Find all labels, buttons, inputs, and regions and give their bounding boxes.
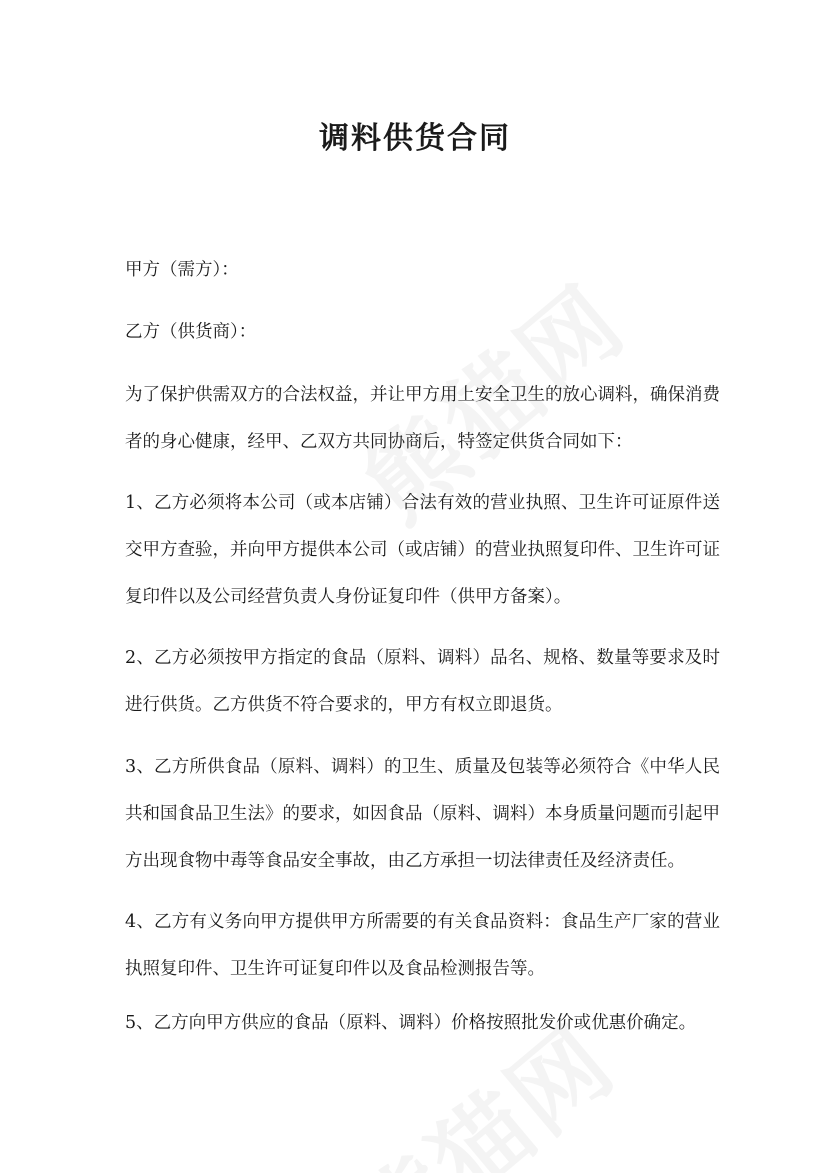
clause-3: 3、乙方所供食品（原料、调料）的卫生、质量及包装等必须符合《中华人民共和国食品卫生法》的要求，如因食品（原料、调料）本身质量问题而引起甲方出现食物中毒等食品安全事故，由乙方承担一切法律责任及经济责任。 — [125, 757, 720, 871]
party-b-line: 乙方（供货商）： — [125, 322, 257, 342]
clause-1: 1、乙方必须将本公司（或本店铺）合法有效的营业执照、卫生许可证原件送交甲方查验，并向甲方提供本公司（或店铺）的营业执照复印件、卫生许可证复印件以及公司经营负责人身份证复印件（供甲方备案）。 — [125, 493, 720, 607]
clause-5: 5、乙方向甲方供应的食品（原料、调料）价格按照批发价或优惠价确定。 — [125, 1013, 697, 1033]
clause-2: 2、乙方必须按甲方指定的食品（原料、调料）品名、规格、数量等要求及时进行供货。乙方供货不符合要求的，甲方有权立即退货。 — [125, 648, 720, 715]
clause-4: 4、乙方有义务向甲方提供甲方所需要的有关食品资料：食品生产厂家的营业执照复印件、卫生许可证复印件以及食品检测报告等。 — [125, 912, 720, 979]
party-a-line: 甲方（需方）： — [125, 260, 239, 280]
intro-paragraph: 为了保护供需双方的合法权益，并让甲方用上安全卫生的放心调料，确保消费者的身心健康，经甲、乙双方共同协商后，特签定供货合同如下： — [125, 385, 720, 452]
document-title: 调料供货合同 — [319, 121, 511, 156]
